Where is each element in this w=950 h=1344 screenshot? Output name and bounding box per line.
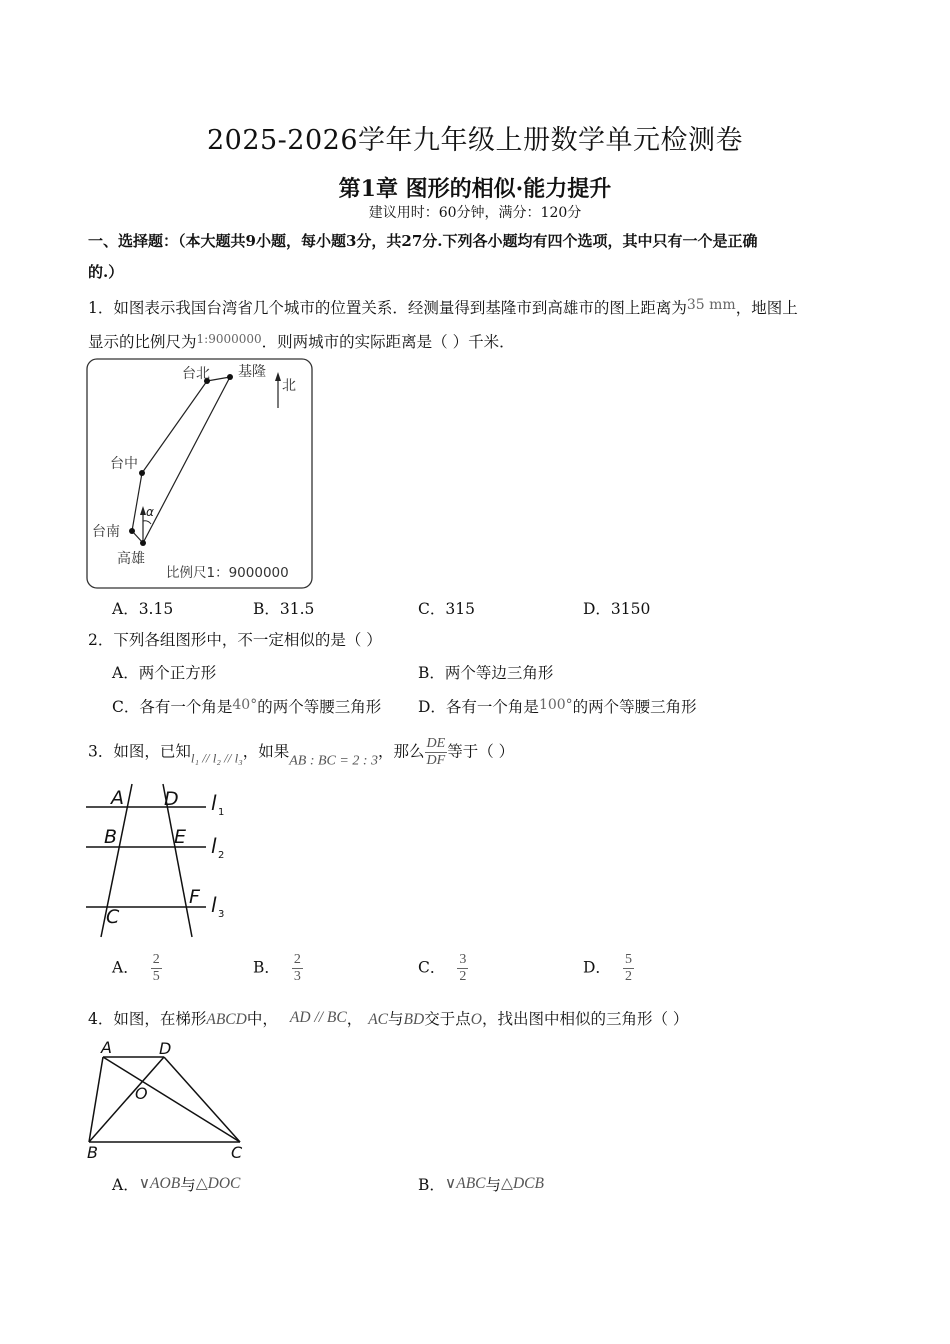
q3-fraction: $\frac{DE}{DF}$ — [426, 736, 446, 768]
north-arrowhead-icon — [275, 372, 281, 381]
alpha-label: α — [146, 505, 154, 519]
q4-option-a-triangle2: △DOC — [195, 1175, 241, 1192]
q4-option-b-triangle2: △DCB — [501, 1175, 544, 1192]
map-scale-label: 比例尺1：9000000 — [166, 565, 289, 581]
q2-option-c[interactable]: C．各有一个角是40°的两个等腰三角形 — [112, 697, 382, 716]
point-jilong — [227, 374, 233, 380]
question-1 — [88, 290, 888, 358]
label-B: B — [87, 1143, 98, 1162]
q4-stem: 4．如图，在梯形ABCD中， AD // BC， AC与BD交于点O，找出图中相似的三角形（ ） — [88, 1009, 689, 1028]
label-A: A — [111, 787, 124, 809]
section-heading-line1: 一、选择题：（本大题共9小题，每小题3分，共27分.下列各小题均有四个选项，其中只有一个是正确 — [88, 232, 758, 250]
alpha-angle-arc — [143, 521, 151, 524]
label-F: F — [189, 886, 200, 908]
taiwan-map-figure — [84, 356, 316, 592]
label-l2-sub: 2 — [218, 850, 225, 861]
north-label: 北 — [282, 378, 296, 394]
trapezoid-figure — [84, 1040, 254, 1162]
q1-option-a[interactable]: A．3.15 — [112, 600, 174, 618]
q2-option-d[interactable]: D．各有一个角是100°的两个等腰三角形 — [418, 697, 697, 716]
section-heading — [88, 226, 878, 288]
q4-option-a-triangle1: ∨AOB — [138, 1175, 181, 1192]
label-tainan: 台南 — [92, 524, 120, 540]
q2-option-a[interactable]: A．两个正方形 — [112, 664, 217, 682]
q3-ratio-math: AB : BC = 2 : 3 — [289, 753, 378, 769]
q1-line2: 显示的比例尺为$^{1:9000000}$．则两城市的实际距离是（ ）千米． — [88, 332, 515, 351]
page-title: 2025-2026学年九年级上册数学单元检测卷 — [206, 125, 744, 156]
q4-option-b[interactable]: B．∨ABC与△DCB — [418, 1175, 544, 1194]
q1-scale-math: 1:9000000 — [196, 332, 262, 346]
line-jilong-gaoxiong — [143, 377, 230, 543]
point-taizhong — [139, 470, 145, 476]
q1-line1: 1．如图表示我国台湾省几个城市的位置关系．经测量得到基隆市到高雄市的图上距离为35 mm，地图上 — [88, 297, 798, 317]
q4-bd-math: BD — [403, 1011, 425, 1028]
q3-option-d-fraction: $\frac{5}{2}$ — [624, 952, 632, 984]
segment-DC — [164, 1057, 240, 1142]
label-E: E — [174, 826, 187, 848]
label-D: D — [164, 788, 179, 810]
label-A: A — [101, 1040, 112, 1057]
label-l3-sub: 3 — [218, 909, 225, 920]
point-tainan — [129, 528, 135, 534]
time-score-info: 建议用时：60分钟，满分：120分 — [368, 205, 582, 221]
q3-option-c-fraction: $\frac{3}{2}$ — [459, 952, 467, 984]
section-heading-line2: 的.） — [88, 263, 124, 281]
line-taibei-jilong — [207, 377, 230, 381]
q4-ac-math: AC — [368, 1011, 389, 1028]
point-gaoxiong — [140, 540, 146, 546]
q3-parallel-math: l₁ // l₂ // l₃ — [190, 750, 243, 766]
chapter-title: 第1章 图形的相似·能力提升 — [338, 176, 612, 202]
label-B: B — [104, 826, 118, 848]
q2-stem: 2．下列各组图形中，不一定相似的是（ ） — [88, 631, 382, 649]
label-jilong: 基隆 — [238, 364, 266, 380]
q1-option-b[interactable]: B．31.5 — [253, 600, 315, 618]
parallel-lines-figure — [84, 782, 234, 940]
label-l3: l — [211, 893, 217, 917]
label-taizhong: 台中 — [110, 456, 138, 472]
q3-option-b-fraction: $\frac{2}{3}$ — [293, 952, 301, 984]
q4-abcd-math: ABCD — [206, 1011, 247, 1028]
q1-option-c[interactable]: C．315 — [418, 600, 475, 618]
label-C: C — [106, 906, 120, 928]
label-D: D — [159, 1040, 172, 1058]
q2-option-b[interactable]: B．两个等边三角形 — [418, 664, 554, 682]
label-gaoxiong: 高雄 — [117, 551, 145, 567]
q2-angle-100-math: 100° — [538, 697, 573, 713]
q1-distance-math: 35 mm — [686, 297, 736, 313]
q3-option-c[interactable]: C． $\frac{3}{2}$ — [418, 952, 467, 984]
label-l1: l — [211, 791, 217, 815]
q3-option-d[interactable]: D． $\frac{5}{2}$ — [583, 952, 632, 984]
label-taibei: 台北 — [182, 366, 210, 382]
q2-angle-40-math: 40° — [232, 697, 258, 713]
q4-o-math: O — [470, 1011, 482, 1028]
label-l1-sub: 1 — [218, 807, 225, 818]
q1-option-d[interactable]: D．3150 — [583, 600, 651, 618]
diagonal-AC — [103, 1057, 240, 1142]
q3-option-a[interactable]: A． $\frac{2}{5}$ — [112, 952, 160, 984]
label-l2: l — [211, 834, 217, 858]
label-C: C — [231, 1143, 243, 1162]
line-taibei-taizhong — [142, 381, 207, 473]
q4-option-a[interactable]: A．∨AOB与△DOC — [112, 1175, 241, 1194]
q3-option-b[interactable]: B． $\frac{2}{3}$ — [253, 952, 301, 984]
q4-option-b-triangle1: ∨ABC — [444, 1175, 486, 1192]
q4-parallel-math: AD // BC — [289, 1009, 347, 1026]
line-taizhong-tainan — [132, 473, 142, 531]
label-O: O — [135, 1084, 148, 1103]
q3-stem: 3．如图，已知$_{l_1 // l_2 // l_3}$，如果AB : BC = 2 : 3，那么 $\frac{DE}{DF}$ 等于（ ） — [88, 736, 515, 769]
q3-option-a-fraction: $\frac{2}{5}$ — [152, 952, 160, 984]
